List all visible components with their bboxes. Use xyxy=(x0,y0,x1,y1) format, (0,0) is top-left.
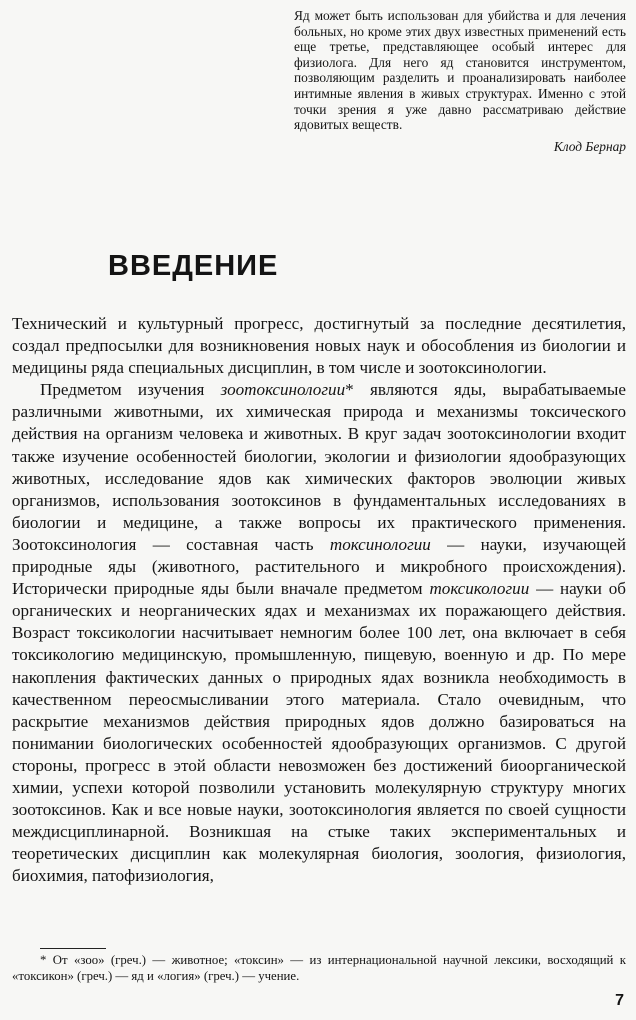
term-zootoxinology: зоотоксинологии xyxy=(220,380,346,400)
epigraph-author: Клод Бернар xyxy=(553,138,626,154)
paragraph-1: Технический и культурный прогресс, достигнутый за последние десятилетия, создал предпосылки для возникновения новых наук и обособления из биологии и медицины ряда специальных дисциплин, в том числе и зоотоксинологии. xyxy=(12,314,626,378)
epigraph-text: Яд может быть использован для убийства и для лечения больных, но кроме этих двух известных применений есть еще третье, представляющее особый интерес для физиолога. Для него яд становится инструментом, позволяющим разделить и проанализировать наиболее интимные явления в живых структурах. Именно с этой точки зрения я уже давно рассматриваю действие ядовитых веществ. xyxy=(294,8,626,133)
chapter-title: ВВЕДЕНИЕ xyxy=(108,250,279,282)
paragraph-2-part-d: — науки об органических и неорганических ядах и механизмах их поражающего действия. Возраст токсикологии насчитывает немногим более 100 лет, она включает в себя токсикологию медицинскую, промышленную, пищевую, военную и др. По мере накопления фактических данных о природных ядах возникла необходимость в качественном переосмысливании этого материала. Стало очевидным, что раскрытие механизмов действия природных ядов должно базироваться на понимании биологических особенностей ядообразующих организмов. С другой стороны, прогресс в этой области невозможен без достижений биоорганической химии, успехи которой позволили установить молекулярную структуру многих зоотоксинов. Как и все новые науки, зоотоксинология является по своей сущности междисциплинарной. Возникшая на стыке таких экспериментальных и теоретических дисциплин как молекулярная биология, зоология, физиология, биохимия, патофизиология, xyxy=(12,579,626,886)
term-toxicology: токсикологии xyxy=(429,579,530,599)
main-text xyxy=(12,313,626,887)
footnote-text: * От «зоо» (греч.) — животное; «токсин» — из интернациональной научной лексики, восходящий к «токсикон» (греч.) — яд и «логия» (греч.) — учение. xyxy=(12,953,626,983)
paragraph-2-part-a: Предметом изучения xyxy=(40,380,221,400)
paragraph-2-part-c: — науки, изучающей природные яды (животного, растительного и микробного происхождения). Исторически природные яды были вначале предметом xyxy=(12,534,626,599)
paragraph-2-part-b: * являются яды, вырабатываемые различными животными, их химическая природа и механизмы токсического действия на организм человека и животных. В круг задач зоотоксинологии входит также изучение особенностей биологии, экологии и физиологии ядообразующих животных, исследование ядов как химических факторов эволюции живых организмов, использования зоотоксинов в фундаментальных исследованиях в биологии и медицине, а также вопросы их практического применения. Зоотоксинология — составная часть xyxy=(12,380,626,554)
epigraph xyxy=(294,8,626,154)
paragraph-2 xyxy=(12,379,626,887)
footnote xyxy=(12,952,626,984)
footnote-divider xyxy=(40,948,106,949)
term-toxinology: токсинологии xyxy=(329,534,431,554)
page-number: 7 xyxy=(615,992,624,1009)
